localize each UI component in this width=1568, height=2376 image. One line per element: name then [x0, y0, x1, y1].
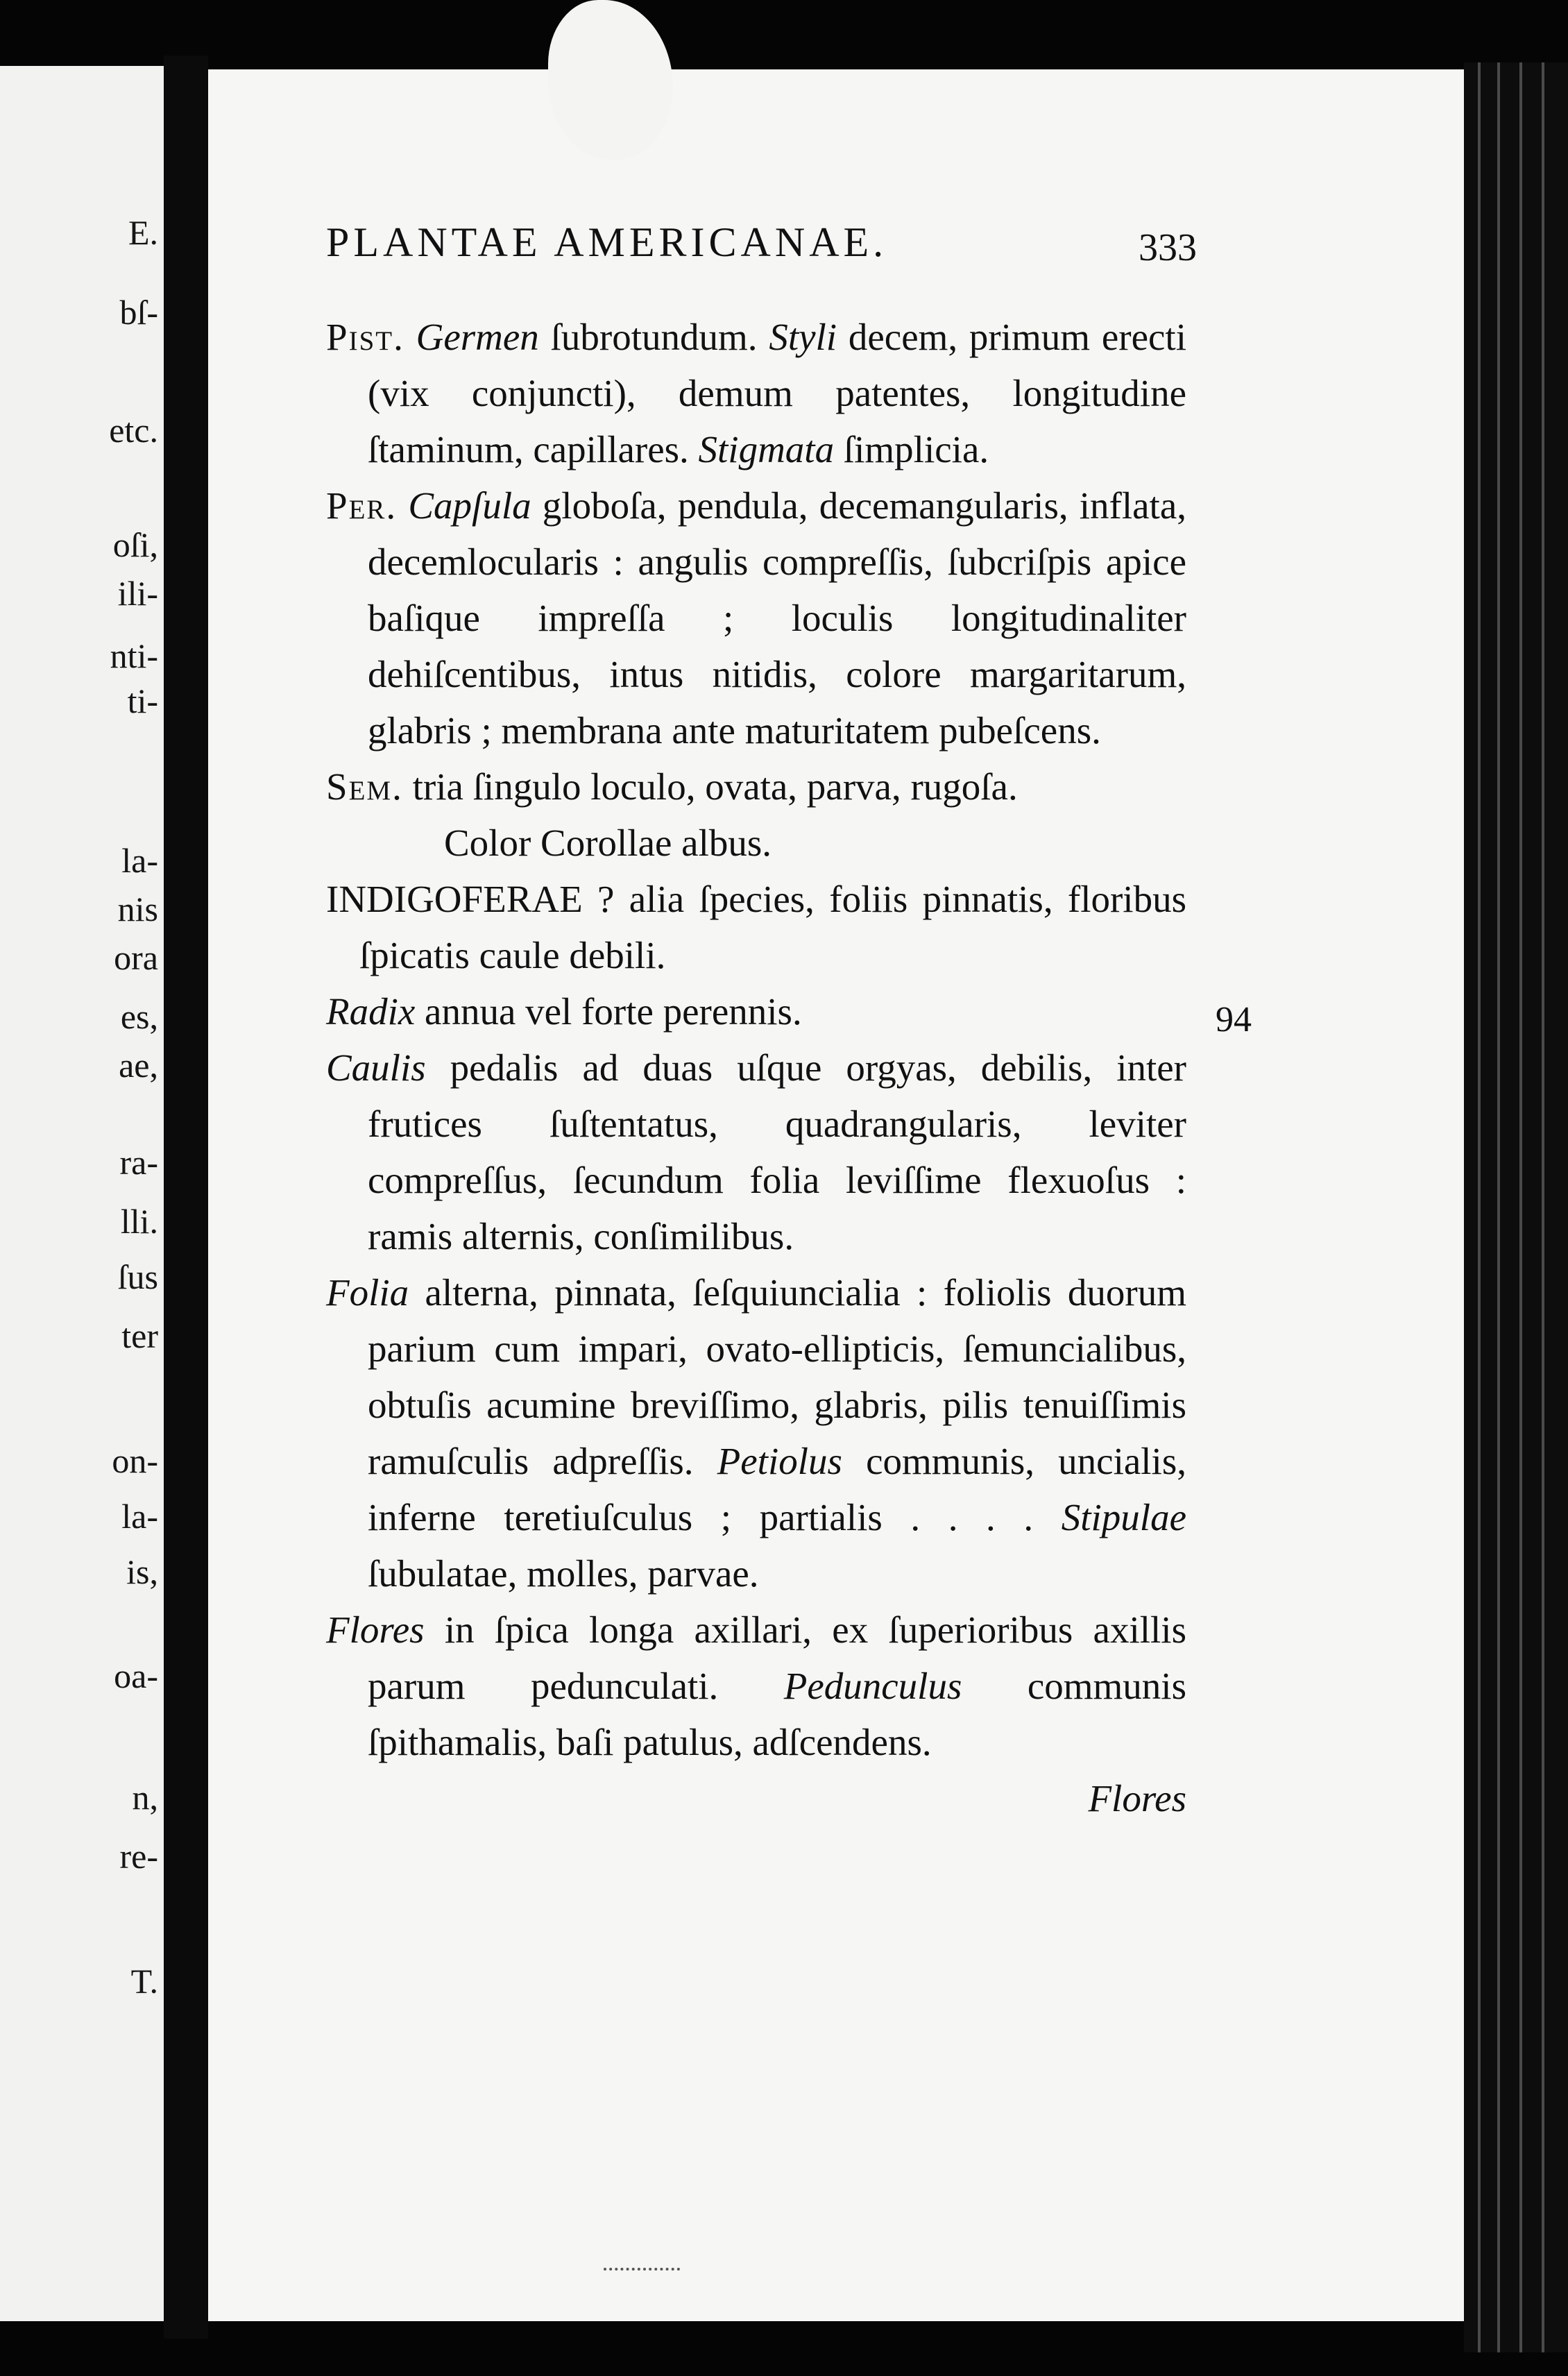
term: Radix: [326, 990, 416, 1033]
text-run: ſubrotundum.: [538, 316, 769, 358]
running-head: PLANTAE AMERICANAE.: [326, 219, 888, 265]
page-number: 333: [1139, 226, 1197, 269]
left-page-fragment: es,: [120, 997, 158, 1036]
left-page-fragment: etc.: [109, 411, 158, 450]
paragraph-color: Color Corollae albus.: [444, 822, 772, 864]
term: Folia: [326, 1271, 409, 1314]
catchword-line: [326, 1770, 1186, 1826]
left-page-fragment: T.: [130, 1962, 158, 2001]
left-page-fragment: oſi,: [112, 525, 158, 564]
body-text: [326, 309, 1186, 1826]
left-page-edge: [0, 66, 164, 2321]
left-page-fragment: nis: [117, 890, 158, 928]
term: Capſula: [408, 484, 531, 527]
left-page-fragment: ili-: [117, 574, 158, 613]
term: Styli: [769, 316, 837, 358]
text-run: alia ſpecies, foliis pinnatis, floribus ſpicatis caule debili.: [359, 878, 1186, 976]
section-label: Sem.: [326, 765, 403, 808]
paper-damage: [548, 0, 673, 160]
left-page-fragment: lli.: [120, 1202, 158, 1241]
left-page-fragment: n,: [132, 1778, 158, 1817]
term: Caulis: [326, 1046, 426, 1089]
paragraph-folia: [326, 1264, 1186, 1602]
species-heading: [326, 871, 1186, 983]
page-footer-mark: [604, 2268, 680, 2280]
paragraph-flores: [326, 1602, 1186, 1770]
species-name: INDIGOFERAE ?: [326, 878, 615, 920]
left-page-fragment: is,: [126, 1552, 158, 1591]
text-run: globoſa, pendula, decemangularis, inflata, decemlocularis : angulis compreſſis, ſubcriſpis apice baſique impreſſa ; loculis longitudinaliter dehiſcentibus, intus nitidis, colore margaritarum, glabris ; membrana ante maturitatem pubeſcens.: [368, 484, 1187, 752]
term: Flores: [326, 1609, 425, 1651]
left-page-fragment: on-: [112, 1441, 158, 1480]
text-run: in ſpica longa axillari, ex ſuperioribus axillis parum pedunculati.: [368, 1609, 1186, 1707]
section-label: Pist.: [326, 316, 404, 358]
text-run: communis, uncialis, inferne teretiuſculus ; partialis . . . .: [368, 1440, 1186, 1538]
paragraph-caulis: [326, 1040, 1186, 1264]
page-edges: [1464, 62, 1568, 2352]
text-run: ſimplicia.: [834, 428, 989, 470]
catchword: Flores: [1088, 1777, 1186, 1819]
term: Stipulae: [1061, 1496, 1186, 1538]
left-page-fragment: ra-: [119, 1143, 158, 1182]
paragraph-radix: [326, 983, 1186, 1040]
left-page-fragment: nti-: [110, 636, 158, 675]
left-page-fragment: la-: [121, 1497, 158, 1536]
text-run: annua vel forte perennis.: [415, 990, 802, 1033]
left-page-fragment: la-: [121, 841, 158, 880]
left-page-fragment: ti-: [127, 681, 158, 720]
text-run: communis ſpithamalis, baſi patulus, adſcendens.: [368, 1665, 1186, 1763]
margin-number: 94: [1216, 1000, 1252, 1040]
left-page-fragment: ter: [121, 1316, 158, 1355]
book-gutter: [164, 56, 208, 2339]
left-page-fragment: re-: [119, 1837, 158, 1876]
paragraph-pericarpium: [326, 477, 1186, 758]
term: Germen: [416, 316, 539, 358]
term: Stigmata: [698, 428, 835, 470]
left-page-fragment: oa-: [114, 1656, 158, 1695]
text-run: tria ſingulo loculo, ovata, parva, rugoſa.: [402, 765, 1018, 808]
text-run: decem, primum erecti (vix conjuncti), demum patentes, longitudine ſtaminum, capillares.: [368, 316, 1186, 470]
text-run: ſubulatae, molles, parvae.: [368, 1552, 759, 1595]
text-run: alterna, pinnata, ſeſquiuncialia : foliolis duorum parium cum impari, ovato-ellipticis, ſemuncialibus, obtuſis acumine breviſſimo, glabris, pilis tenuiſſimis ramuſculis adpreſſis.: [368, 1271, 1186, 1482]
left-page-fragment: ae,: [119, 1046, 158, 1085]
text-run: pedalis ad duas uſque orgyas, debilis, inter frutices ſuſtentatus, quadrangularis, leviter compreſſus, ſecundum folia leviſſime flexuoſus : ramis alternis, conſimilibus.: [368, 1046, 1186, 1257]
left-page-fragment: ora: [114, 938, 158, 977]
page-header: [326, 212, 1197, 274]
left-page-fragment: ſus: [117, 1257, 158, 1296]
left-page-fragment: bſ-: [119, 293, 158, 332]
left-page-fragment: E.: [128, 213, 158, 252]
section-label: Per.: [326, 484, 398, 527]
paragraph-pistillum: [326, 309, 1186, 477]
term: Petiolus: [717, 1440, 842, 1482]
paragraph-semina: [326, 758, 1186, 815]
term: Pedunculus: [783, 1665, 962, 1707]
